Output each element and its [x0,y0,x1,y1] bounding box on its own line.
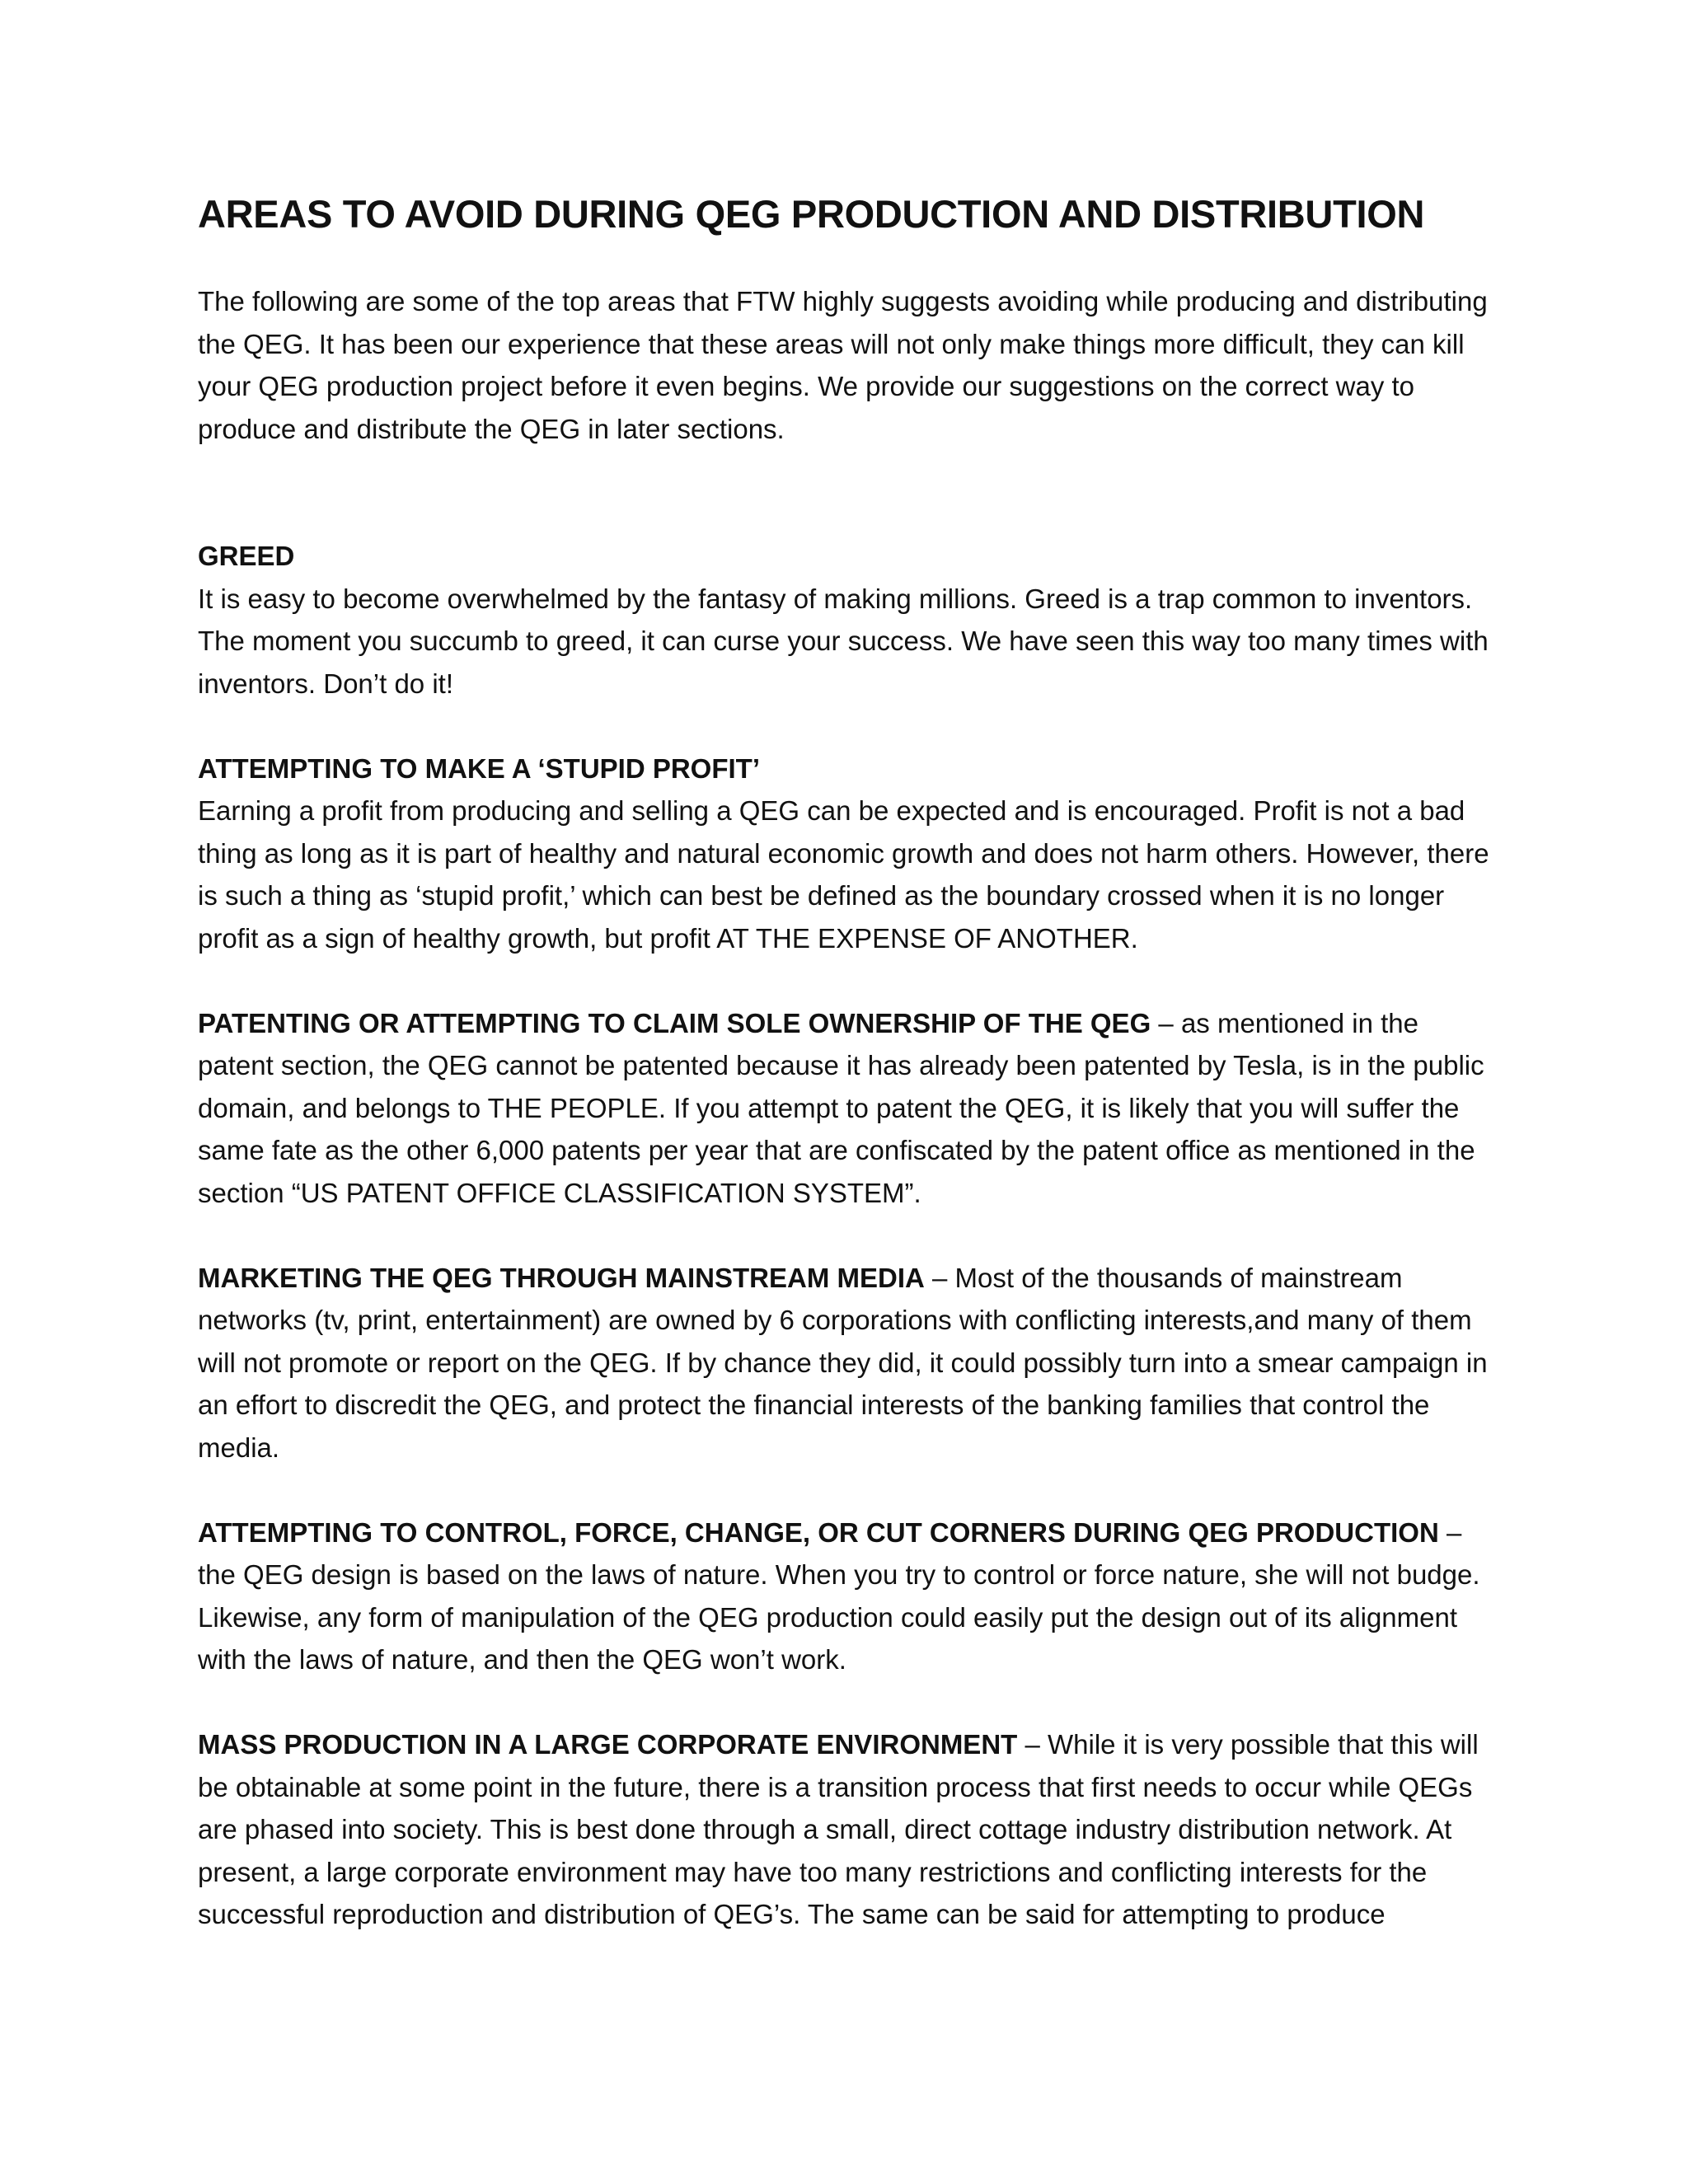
section-heading: PATENTING OR ATTEMPTING TO CLAIM SOLE OWNERSHIP OF THE QEG [198,1007,1151,1038]
section-body: It is easy to become overwhelmed by the fantasy of making millions. Greed is a trap common to inventors. The moment you succumb to greed, it can curse your success. We have seen this way too many times with inventors. Don’t do it! [198,583,1489,699]
intro-paragraph: The following are some of the top areas that FTW highly suggests avoiding while producing and distributing the QEG. It has been our experience that these areas will not only make things more difficult, they can kill your QEG production project before it even begins. We provide our suggestions on the correct way to produce and distribute the QEG in later sections. [198,286,1488,444]
section-heading: ATTEMPTING TO MAKE A ‘STUPID PROFIT’ [198,752,760,784]
section-mass-production [198,1723,1496,1936]
section-heading: MASS PRODUCTION IN A LARGE CORPORATE ENVIRONMENT [198,1729,1018,1760]
section-greed [198,535,1496,705]
section-body: – as mentioned in the patent section, the QEG cannot be patented because it has already been patented by Tesla, is in the public domain, and belongs to THE PEOPLE. If you attempt to patent the QEG, it is likely that you will suffer the same fate as the other 6,000 patents per year that are confiscated by the patent office as mentioned in the section “US PATENT OFFICE CLASSIFICATION SYSTEM”. [198,1007,1484,1208]
section-stupid-profit [198,748,1496,960]
section-control-force [198,1511,1496,1681]
section-body: – the QEG design is based on the laws of nature. When you try to control or force nature, she will not budge. Likewise, any form of manipulation of the QEG production could easily put the design out of its alignment with the laws of nature, and then the QEG won’t work. [198,1516,1480,1675]
section-patenting [198,1002,1496,1215]
document-title: AREAS TO AVOID DURING QEG PRODUCTION AND DISTRIBUTION [198,192,1425,236]
document-page [198,190,1496,1936]
section-mainstream-media [198,1257,1496,1469]
section-body: – Most of the thousands of mainstream networks (tv, print, entertainment) are owned by 6 corporations with conflicting interests,and many of them will not promote or report on the QEG. If by chance they did, it could possibly turn into a smear campaign in an effort to discredit the QEG, and protect the financial interests of the banking families that control the media. [198,1262,1488,1463]
section-body: Earning a profit from producing and selling a QEG can be expected and is encouraged. Profit is not a bad thing as long as it is part of healthy and natural economic growth and does not harm others. However, there is such a thing as ‘stupid profit,’ which can best be defined as the boundary crossed when it is no longer profit as a sign of healthy growth, but profit AT THE EXPENSE OF ANOTHER. [198,795,1489,954]
section-heading: GREED [198,541,295,571]
section-heading: ATTEMPTING TO CONTROL, FORCE, CHANGE, OR CUT CORNERS DURING QEG PRODUCTION [198,1516,1439,1548]
section-body: – While it is very possible that this will be obtainable at some point in the future, there is a transition process that first needs to occur while QEGs are phased into society. This is best done through a small, direct cottage industry distribution network. At present, a large corporate environment may have too many restrictions and conflicting interests for the successful reproduction and distribution of QEG’s. The same can be said for attempting to produce [198,1729,1479,1929]
section-heading: MARKETING THE QEG THROUGH MAINSTREAM MEDIA [198,1262,925,1293]
